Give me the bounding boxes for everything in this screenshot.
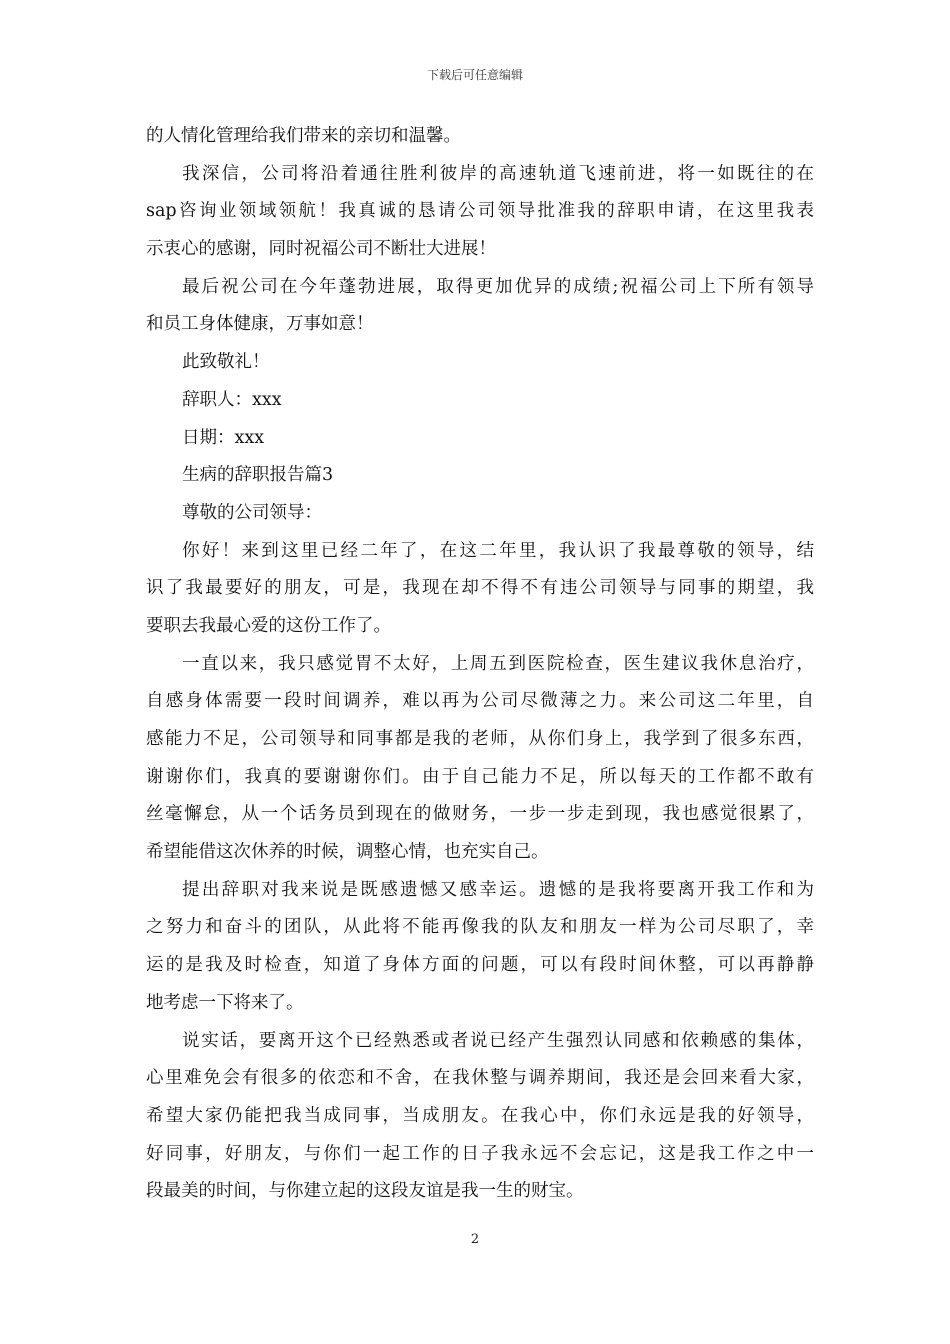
text-line: 说实话，要离开这个已经熟悉或者说已经产生强烈认同感和依赖感的集体， [182, 1030, 814, 1051]
text-line: 段最美的时间，与你建立起的这段友谊是我一生的财宝。 [146, 1181, 584, 1202]
text-line: 最后祝公司在今年蓬勃进展，取得更加优异的成绩;祝福公司上下所有领导 [182, 276, 814, 297]
text-line: 地考虑一下将来了。 [146, 992, 304, 1013]
text-line: 运的是我及时检查，知道了身体方面的问题，可以有段时间休整，可以再静静 [146, 955, 814, 976]
text-line: 要职去我最心爱的这份工作了。 [146, 615, 391, 636]
text-line: 之努力和奋斗的团队，从此将不能再像我的队友和朋友一样为公司尽职了，幸 [146, 917, 814, 938]
text-line: 辞职人：xxx [182, 389, 282, 410]
text-line: 和员工身体健康，万事如意！ [146, 314, 374, 335]
text-line: sap咨询业领域领航！我真诚的恳请公司领导批准我的辞职申请，在这里我表 [146, 201, 814, 222]
text-line: 的人情化管理给我们带来的亲切和温馨。 [146, 126, 461, 146]
text-line: 生病的辞职报告篇3 [182, 465, 334, 486]
text-line: 谢谢你们，我真的要谢谢你们。由于自己能力不足，所以每天的工作都不敢有 [146, 766, 814, 787]
text-line: 此致敬礼！ [182, 352, 270, 373]
text-line: 尊敬的公司领导： [182, 502, 322, 523]
text-line: 我深信，公司将沿着通往胜利彼岸的高速轨道飞速前进，将一如既往的在 [182, 163, 814, 184]
text-line: 示衷心的感谢，同时祝福公司不断壮大进展！ [146, 239, 496, 260]
text-line: 感能力不足，公司领导和同事都是我的老师，从你们身上，我学到了很多东西， [146, 729, 814, 749]
text-line: 提出辞职对我来说是既感遗憾又感幸运。遗憾的是我将要离开我工作和为 [182, 879, 814, 900]
text-line: 识了我最要好的朋友，可是，我现在却不得不有违公司领导与同事的期望，我 [146, 578, 814, 599]
text-line: 心里难免会有很多的依恋和不舍，在我休整与调养期间，我还是会回来看大家， [146, 1068, 814, 1089]
text-line: 希望大家仍能把我当成同事，当成朋友。在我心中，你们永远是我的好领导， [146, 1105, 814, 1126]
text-line: 好同事，好朋友，与你们一起工作的日子我永远不会忘记，这是我工作之中一 [146, 1143, 814, 1164]
text-line: 希望能借这次休养的时候，调整心情，也充实自己。 [146, 842, 549, 863]
page-header: 下载后可任意编辑 [426, 68, 523, 82]
page-number: 2 [470, 1232, 480, 1247]
document-body [146, 118, 814, 1211]
text-line: 一直以来，我只感觉胃不太好，上周五到医院检查，医生建议我休息治疗， [182, 653, 814, 674]
text-line: 你好！来到这里已经二年了，在这二年里，我认识了我最尊敬的领导，结 [182, 540, 814, 561]
text-line: 自感身体需要一段时间调养，难以再为公司尽微薄之力。来公司这二年里，自 [146, 691, 814, 712]
text-line: 日期：xxx [182, 427, 265, 448]
text-line: 丝毫懈怠，从一个话务员到现在的做财务，一步一步走到现，我也感觉很累了， [146, 804, 814, 825]
